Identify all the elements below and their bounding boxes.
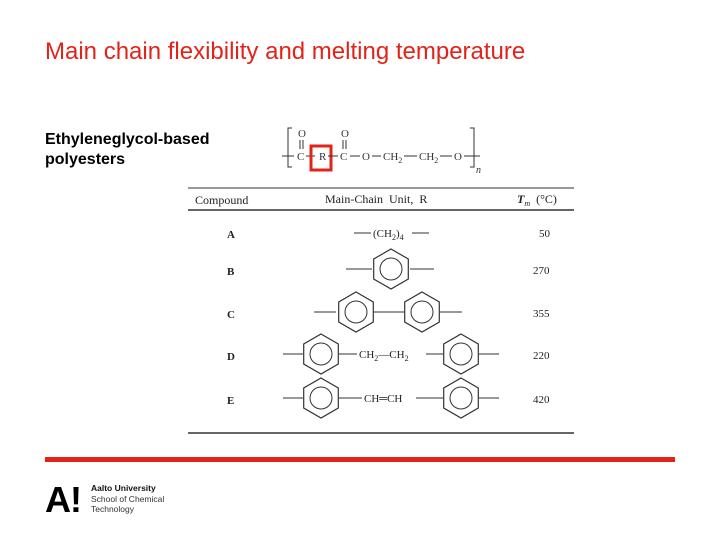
tm-value: 50 bbox=[539, 228, 550, 240]
melting-temperature-table bbox=[186, 186, 581, 441]
formula-o-top-1: O bbox=[298, 128, 306, 140]
compound-label: B bbox=[227, 266, 235, 278]
formula-o-top-2: O bbox=[341, 128, 349, 140]
tm-value: 355 bbox=[533, 308, 550, 320]
logo-mark-exclaim: ! bbox=[70, 482, 82, 514]
vinylene-bridge: CH═CH bbox=[364, 393, 403, 405]
formula-ch2-1: $CH_2$ bbox=[383, 151, 403, 165]
slide-title: Main chain flexibility and melting temperature bbox=[45, 38, 526, 65]
logo-text bbox=[91, 483, 164, 515]
benzene-ring-icon bbox=[304, 378, 339, 418]
repeat-unit-formula bbox=[280, 125, 495, 177]
formula-r: R bbox=[319, 151, 327, 163]
logo-mark-letter: A bbox=[45, 482, 71, 514]
logo-school: School of Chemical bbox=[91, 493, 165, 504]
aliphatic-unit: $(CH_2)_4$ bbox=[373, 228, 404, 242]
table-row bbox=[227, 249, 550, 289]
logo-technology: Technology bbox=[91, 504, 135, 514]
tm-value: 220 bbox=[533, 350, 550, 362]
logo-university: Aalto University bbox=[91, 483, 156, 493]
compound-label: E bbox=[227, 395, 235, 407]
benzene-ring-icon bbox=[405, 292, 440, 332]
benzene-ring-icon bbox=[444, 334, 479, 374]
table-row bbox=[227, 334, 550, 374]
formula-ch2-2: $CH_2$ bbox=[419, 151, 439, 165]
footer-accent-bar bbox=[45, 457, 675, 462]
formula-c1: C bbox=[297, 151, 305, 163]
aalto-logo-icon bbox=[45, 482, 87, 514]
benzene-ring-icon bbox=[374, 249, 409, 289]
subtitle-line-2: polyesters bbox=[45, 151, 126, 168]
compound-label: C bbox=[227, 309, 235, 321]
compound-label: A bbox=[227, 229, 235, 241]
tm-value: 270 bbox=[533, 265, 550, 277]
table-row bbox=[227, 228, 551, 242]
table-row bbox=[227, 378, 550, 418]
header-unit: Main-Chain Unit, R bbox=[325, 192, 428, 206]
header-compound: Compound bbox=[195, 193, 249, 207]
benzene-ring-icon bbox=[339, 292, 374, 332]
benzene-ring-icon bbox=[304, 334, 339, 374]
formula-o-mid: O bbox=[362, 151, 370, 163]
formula-c2: C bbox=[340, 151, 348, 163]
header-tm: $T_m$ (°C) bbox=[517, 192, 557, 208]
benzene-ring-icon bbox=[444, 378, 479, 418]
slide-subtitle bbox=[45, 130, 210, 170]
tm-value: 420 bbox=[533, 394, 550, 406]
formula-n: n bbox=[476, 165, 481, 176]
formula-o-end: O bbox=[454, 151, 462, 163]
ethylene-bridge: $CH_2—CH_2$ bbox=[359, 349, 409, 363]
table-row bbox=[227, 292, 550, 332]
compound-label: D bbox=[227, 351, 235, 363]
subtitle-line-1: Ethyleneglycol-based bbox=[45, 131, 210, 148]
